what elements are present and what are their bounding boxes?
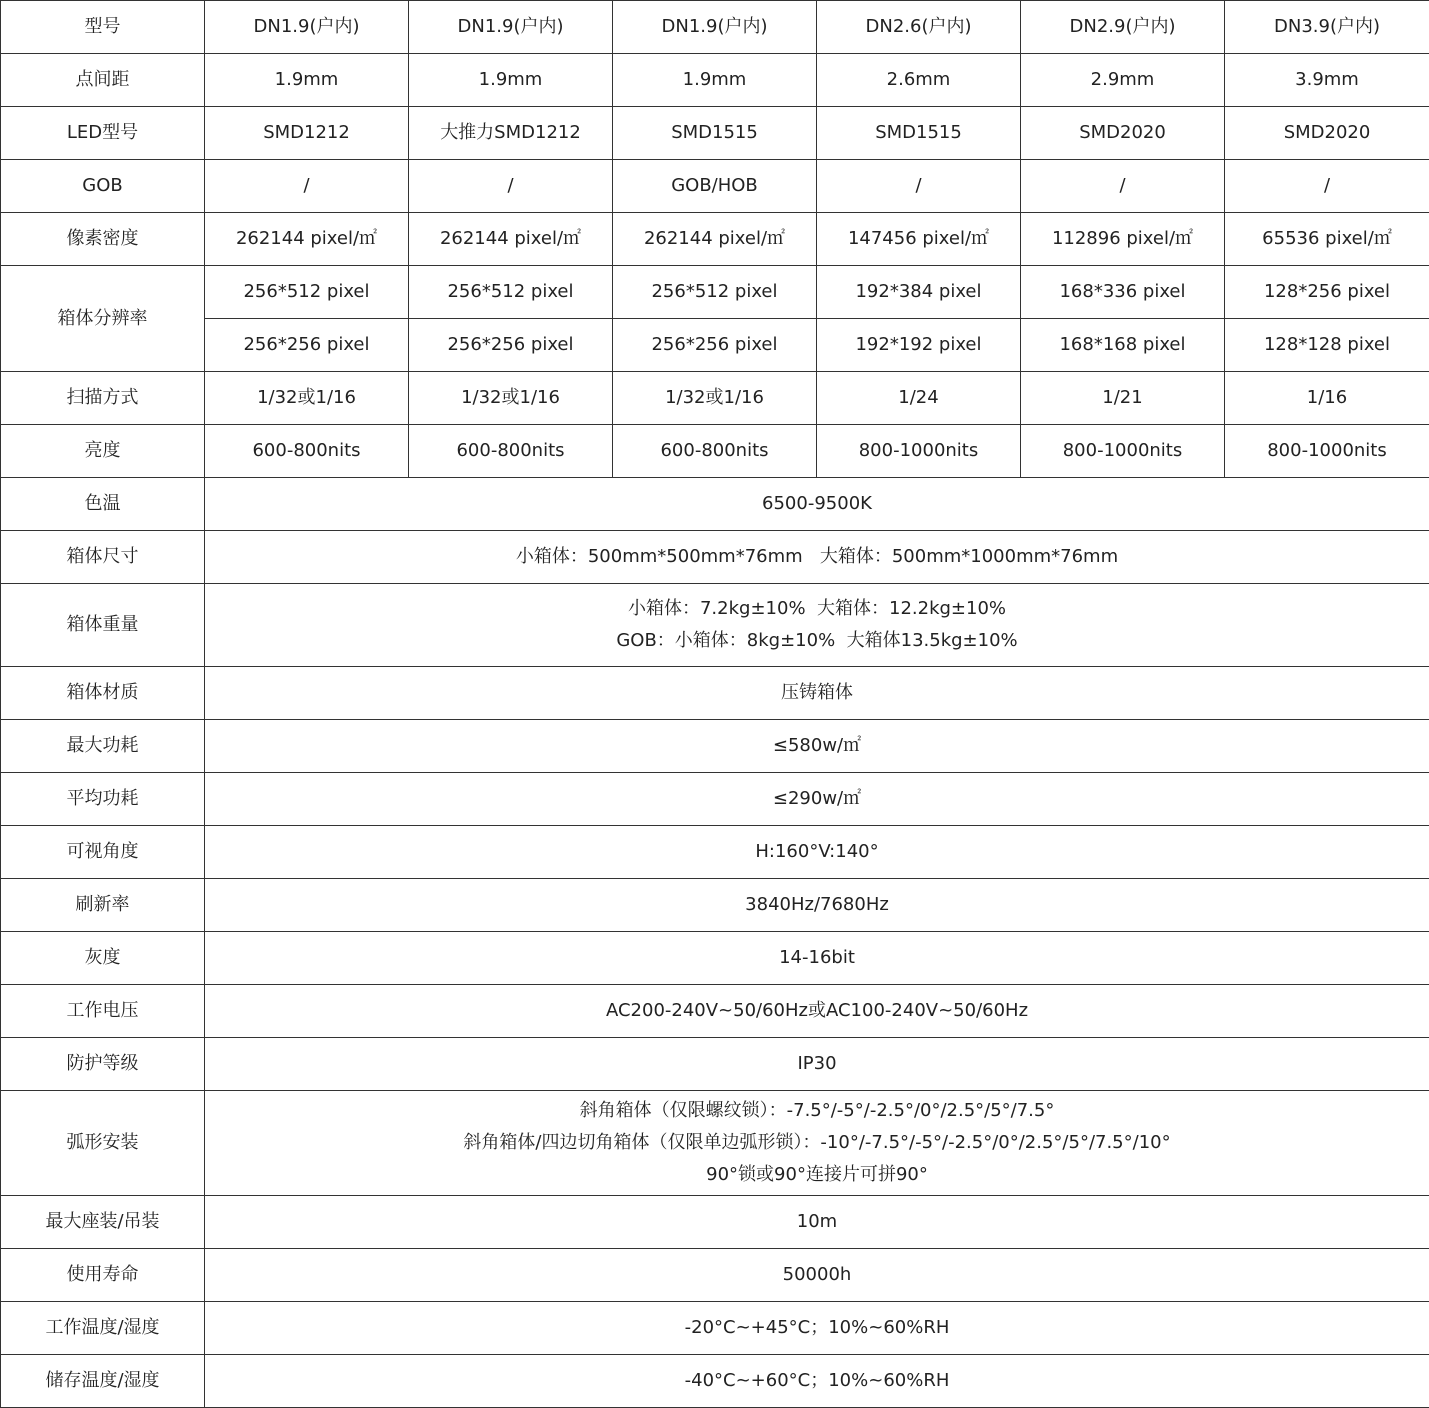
table-row bbox=[1, 319, 1429, 372]
cell-line: -20°C~+45°C；10%~60%RH bbox=[684, 1317, 950, 1338]
table-cell: 192*192 pixel bbox=[817, 319, 1021, 372]
table-cell: SMD2020 bbox=[1021, 107, 1225, 160]
table-row bbox=[1, 1302, 1429, 1355]
table-row bbox=[1, 478, 1429, 531]
table-cell-wide bbox=[205, 1249, 1429, 1302]
table-cell-wide bbox=[205, 1355, 1429, 1408]
cell-line: 6500-9500K bbox=[762, 493, 872, 514]
table-cell: SMD1515 bbox=[613, 107, 817, 160]
table-cell: / bbox=[409, 160, 613, 213]
table-cell: 大推力SMD1212 bbox=[409, 107, 613, 160]
cell-line: 14-16bit bbox=[779, 947, 855, 968]
table-cell: 800-1000nits bbox=[817, 425, 1021, 478]
cell-line: 10m bbox=[796, 1211, 838, 1232]
table-cell-wide bbox=[205, 1038, 1429, 1091]
table-cell-wide bbox=[205, 826, 1429, 879]
cell-line: ≤580w/㎡ bbox=[772, 735, 862, 756]
table-cell-wide bbox=[205, 985, 1429, 1038]
table-cell-wide bbox=[205, 879, 1429, 932]
table-row bbox=[1, 160, 1429, 213]
row-label: 工作电压 bbox=[1, 985, 205, 1038]
table-cell: / bbox=[1225, 160, 1429, 213]
table-cell-wide bbox=[205, 667, 1429, 720]
cell-line: 50000h bbox=[782, 1264, 852, 1285]
row-label: 防护等级 bbox=[1, 1038, 205, 1091]
cell-line: 斜角箱体/四边切角箱体（仅限单边弧形锁）：-10°/-7.5°/-5°/-2.5°/0°/2.5°/5°/7.5°/10° bbox=[463, 1132, 1171, 1153]
table-cell: 1/32或1/16 bbox=[613, 372, 817, 425]
table-cell: 168*336 pixel bbox=[1021, 266, 1225, 319]
table-row bbox=[1, 879, 1429, 932]
cell-line: ≤290w/㎡ bbox=[772, 788, 862, 809]
table-row bbox=[1, 667, 1429, 720]
row-label: 亮度 bbox=[1, 425, 205, 478]
row-label: 刷新率 bbox=[1, 879, 205, 932]
cell-line: 压铸箱体 bbox=[781, 682, 853, 703]
row-label: 工作温度/湿度 bbox=[1, 1302, 205, 1355]
cell-line: 小箱体：500mm*500mm*76mm 大箱体：500mm*1000mm*76mm bbox=[515, 546, 1119, 567]
table-cell: DN3.9(户内) bbox=[1225, 1, 1429, 54]
table-cell: DN1.9(户内) bbox=[409, 1, 613, 54]
table-cell: 147456 pixel/㎡ bbox=[817, 213, 1021, 266]
table-cell: SMD1515 bbox=[817, 107, 1021, 160]
table-row bbox=[1, 1355, 1429, 1408]
cell-line: IP30 bbox=[797, 1053, 837, 1074]
table-cell-wide bbox=[205, 1091, 1429, 1196]
table-cell: 262144 pixel/㎡ bbox=[409, 213, 613, 266]
table-row bbox=[1, 213, 1429, 266]
table-cell: 2.6mm bbox=[817, 54, 1021, 107]
table-cell: 256*512 pixel bbox=[613, 266, 817, 319]
table-row bbox=[1, 531, 1429, 584]
cell-line: 90°锁或90°连接片可拼90° bbox=[706, 1164, 928, 1185]
table-cell: 192*384 pixel bbox=[817, 266, 1021, 319]
table-row bbox=[1, 584, 1429, 667]
table-cell: 3.9mm bbox=[1225, 54, 1429, 107]
row-label: 使用寿命 bbox=[1, 1249, 205, 1302]
table-cell: 600-800nits bbox=[409, 425, 613, 478]
table-row bbox=[1, 1091, 1429, 1196]
table-cell: 262144 pixel/㎡ bbox=[205, 213, 409, 266]
row-label: GOB bbox=[1, 160, 205, 213]
row-label: 扫描方式 bbox=[1, 372, 205, 425]
table-cell: 1/32或1/16 bbox=[205, 372, 409, 425]
table-cell-wide bbox=[205, 531, 1429, 584]
table-cell: 256*512 pixel bbox=[409, 266, 613, 319]
table-cell: 1.9mm bbox=[205, 54, 409, 107]
table-cell: 800-1000nits bbox=[1225, 425, 1429, 478]
table-row bbox=[1, 1196, 1429, 1249]
table-cell: 112896 pixel/㎡ bbox=[1021, 213, 1225, 266]
table-row bbox=[1, 425, 1429, 478]
table-cell: 1/32或1/16 bbox=[409, 372, 613, 425]
table-cell: / bbox=[1021, 160, 1225, 213]
table-cell: 65536 pixel/㎡ bbox=[1225, 213, 1429, 266]
row-label: 弧形安装 bbox=[1, 1091, 205, 1196]
row-label: 箱体重量 bbox=[1, 584, 205, 667]
table-row bbox=[1, 372, 1429, 425]
cell-line: 小箱体：7.2kg±10% 大箱体：12.2kg±10% bbox=[627, 598, 1007, 619]
table-cell: 1/24 bbox=[817, 372, 1021, 425]
table-row bbox=[1, 985, 1429, 1038]
table-cell-wide bbox=[205, 773, 1429, 826]
table-row bbox=[1, 107, 1429, 160]
row-label: LED型号 bbox=[1, 107, 205, 160]
table-row bbox=[1, 1249, 1429, 1302]
row-label: 灰度 bbox=[1, 932, 205, 985]
table-cell: / bbox=[205, 160, 409, 213]
table-cell: 256*512 pixel bbox=[205, 266, 409, 319]
table-cell: 256*256 pixel bbox=[205, 319, 409, 372]
cell-line: -40°C~+60°C；10%~60%RH bbox=[684, 1370, 950, 1391]
row-label: 箱体尺寸 bbox=[1, 531, 205, 584]
cell-line: H:160°V:140° bbox=[755, 841, 879, 862]
row-label: 型号 bbox=[1, 1, 205, 54]
table-cell: / bbox=[817, 160, 1021, 213]
row-label: 最大功耗 bbox=[1, 720, 205, 773]
table-cell: SMD1212 bbox=[205, 107, 409, 160]
table-cell-wide bbox=[205, 720, 1429, 773]
cell-line: AC200-240V~50/60Hz或AC100-240V~50/60Hz bbox=[605, 1000, 1029, 1021]
table-cell: 1/21 bbox=[1021, 372, 1225, 425]
table-cell: 256*256 pixel bbox=[409, 319, 613, 372]
table-cell: GOB/HOB bbox=[613, 160, 817, 213]
row-label: 箱体材质 bbox=[1, 667, 205, 720]
table-cell: 262144 pixel/㎡ bbox=[613, 213, 817, 266]
row-label: 平均功耗 bbox=[1, 773, 205, 826]
table-cell-wide bbox=[205, 1302, 1429, 1355]
table-cell: 600-800nits bbox=[613, 425, 817, 478]
table-cell: DN1.9(户内) bbox=[613, 1, 817, 54]
table-cell: 800-1000nits bbox=[1021, 425, 1225, 478]
table-cell: 1.9mm bbox=[409, 54, 613, 107]
row-label: 最大座装/吊装 bbox=[1, 1196, 205, 1249]
table-row bbox=[1, 54, 1429, 107]
row-label: 箱体分辨率 bbox=[1, 266, 205, 372]
table-row bbox=[1, 773, 1429, 826]
cell-line: 3840Hz/7680Hz bbox=[745, 894, 889, 915]
table-cell-wide bbox=[205, 584, 1429, 667]
table-cell: DN2.6(户内) bbox=[817, 1, 1021, 54]
row-label: 点间距 bbox=[1, 54, 205, 107]
table-cell: 256*256 pixel bbox=[613, 319, 817, 372]
table-row bbox=[1, 826, 1429, 879]
table-cell: 2.9mm bbox=[1021, 54, 1225, 107]
table-cell: DN2.9(户内) bbox=[1021, 1, 1225, 54]
row-label: 像素密度 bbox=[1, 213, 205, 266]
table-cell: 1.9mm bbox=[613, 54, 817, 107]
row-label: 储存温度/湿度 bbox=[1, 1355, 205, 1408]
table-cell: 128*128 pixel bbox=[1225, 319, 1429, 372]
table-row bbox=[1, 1, 1429, 54]
table-row bbox=[1, 1038, 1429, 1091]
table-cell: 128*256 pixel bbox=[1225, 266, 1429, 319]
table-cell: 168*168 pixel bbox=[1021, 319, 1225, 372]
table-cell-wide bbox=[205, 478, 1429, 531]
table-cell-wide bbox=[205, 1196, 1429, 1249]
cell-line: 斜角箱体（仅限螺纹锁）：-7.5°/-5°/-2.5°/0°/2.5°/5°/7.5° bbox=[579, 1100, 1055, 1121]
table-row bbox=[1, 720, 1429, 773]
table-cell: 1/16 bbox=[1225, 372, 1429, 425]
table-cell: SMD2020 bbox=[1225, 107, 1429, 160]
cell-line: GOB：小箱体：8kg±10% 大箱体13.5kg±10% bbox=[616, 630, 1018, 651]
table-row bbox=[1, 932, 1429, 985]
row-label: 色温 bbox=[1, 478, 205, 531]
row-label: 可视角度 bbox=[1, 826, 205, 879]
table-cell-wide bbox=[205, 932, 1429, 985]
table-cell: DN1.9(户内) bbox=[205, 1, 409, 54]
table-cell: 600-800nits bbox=[205, 425, 409, 478]
table-row bbox=[1, 266, 1429, 319]
